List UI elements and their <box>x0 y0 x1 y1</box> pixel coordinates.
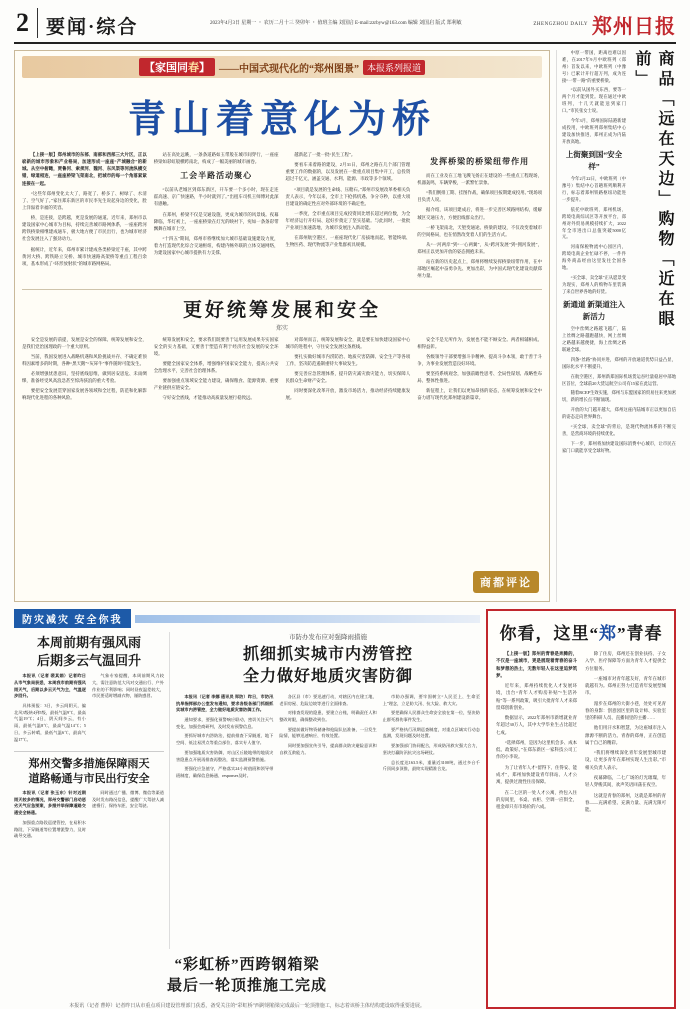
paragraph: 据介绍，该项目建成后，将进一步完善区域路网结构，缓解城区交通压力，方便沿线群众出行。 <box>417 207 542 220</box>
section-name: 要闻·综合 <box>46 17 139 38</box>
safety-ribbon <box>14 609 480 628</box>
flood-column <box>176 632 480 949</box>
commentary-column <box>22 336 147 405</box>
series-banner <box>22 56 542 78</box>
paragraph: 夜幕降临，二七广场的灯光璀璨，年轻人穿梭其间，欢声笑语回荡在夜空。 <box>585 774 666 788</box>
highlight-title: 你看，这里“郑”青春 <box>499 624 663 643</box>
paragraph: 要看车来着路的建设，2月31日，郑州之路在几个部门管理重要工作的数据的，以及发展在一批重点项目集中开工，总投资超过千亿元，涵盖交通、水利、能源、市政等多个领域。 <box>285 162 411 182</box>
paragraph: 要加强重点领域安全能力建设，确保粮食、能源资源、重要产业链供应链安全。 <box>153 378 279 391</box>
paragraph: 下一步，郑州将加快建设国际消费中心城市，让市民在家门口就能享受全球好物。 <box>562 440 676 453</box>
paragraph: 今年2月22日，中欧班列（中豫号）集结中心首趟班列顺利开行，标志着郑州铁路枢纽功能进一步提升。 <box>562 176 626 202</box>
paragraph: 为了让青年人才“留得下、住得安、能成才”，郑州加快建设青年驿站、人才公寓，提供过渡性住房保障。 <box>496 764 577 785</box>
page-number: 2 <box>14 8 38 38</box>
paragraph: “买全球、卖全球”的背后，是现代物流体系的不断完善，是营商环境的持续优化。 <box>562 423 676 436</box>
paragraph: 一桥飞架南北，天堑变通途。桥梁的建设，不仅改变着城市的空间格局，也在悄然改变着人们的生活方式。 <box>417 224 542 237</box>
paragraph: 本报讯（记者 张玉东）针对近期雨天较多的情况，郑州交警部门启动恶劣天气应急预案，多措并举保障道路交通安全畅通。 <box>14 789 86 816</box>
feature-article-box <box>14 50 550 602</box>
traffic-text <box>92 790 164 843</box>
commentary-byline: 郑实 <box>275 325 288 332</box>
paragraph: 数据显示，2022年郑州市新增就业青年超过30万人，其中大学毕业生占比超过七成。 <box>496 715 577 735</box>
ribbon-tag: 防灾减灾 安全你我 <box>14 609 131 628</box>
feature-subhead: 工会半路活动聚心 <box>180 171 253 181</box>
commentary-stamp: 商都评论 <box>473 571 539 593</box>
paragraph: 当前，我国发展进入战略机遇和风险挑战并存、不确定难预料因素增多的时期，各种“黑天鹅”“灰犀牛”事件随时可能发生。 <box>22 353 147 366</box>
paragraph: 守好安全底线，才能推动高质量发展行稳致远。 <box>162 395 255 401</box>
commentary-column <box>286 336 411 405</box>
masthead <box>14 8 676 44</box>
paragraph: 一季度，全市重点项目完成投资同比增长超过两位数，为全年经济运行开好局、起好步奠定了坚实基础。与此同时，一批批产业项目加速落地，为城市发展注入新动能。 <box>285 210 411 231</box>
paragraph: 在二七区的一处人才公寓，拎包入住的房间里，书桌、衣柜、空调一应俱全，租金却只有市场价的六成。 <box>496 789 577 810</box>
flood-text <box>383 694 480 783</box>
paragraph: 他们用汗水和智慧，为这座城市注入源源不断的活力。青春的郑州，正在创造属于自己的精彩。 <box>585 725 666 745</box>
weather-text <box>92 673 164 746</box>
paragraph: 新征程上，让我们以更加昂扬的姿态，在统筹发展和安全中奋力谱写现代化郑州建设新篇章。 <box>417 388 542 401</box>
weather-text <box>14 673 86 746</box>
paragraph: 要加强部门协同配合，形成防汛救灾强大合力，坚决打赢防汛抗灾这场硬仗。 <box>382 743 480 755</box>
paragraph: 要把确保人民群众生命安全放在第一位，坚决防止群死群伤事件发生。 <box>382 710 480 722</box>
paragraph: 通知要求，要强化预警响应联动，密切关注天气变化，加强会商研判，及时发布预警信息。 <box>176 716 274 729</box>
series-tag: 【家国同春】 <box>139 58 215 76</box>
series-subtitle: ——中国式现代化的“郑州图景” <box>218 63 359 75</box>
highlight-article-box <box>486 609 676 1009</box>
paragraph: 【上接一版】郑州城市的东部、南部和西部三大片区，正以崭新的城市形象和产业格局，加速形成一座座“产城融合”的新城。从空中俯瞰，贾鲁河、索须河、魏河、东风渠等河流纵横交错，绿道相连，一座座桥梁飞架南北，把城市的每一个角落紧紧连接在一起。 <box>22 152 147 186</box>
paragraph: “我们将继续深化青年发展型城市建设，让更多青年在郑州实现人生出彩。”市相关负责人表示。 <box>585 750 666 770</box>
highlight-body <box>496 650 666 815</box>
paragraph: “以前从国外买东西，要等一两个月才能到货。现在通过中欧班列，十几天就能送到家门口。”市民张女士说。 <box>562 87 626 113</box>
paragraph: 要强化应急值守，严格落实24小时值班和领导带班制度，确保信息畅通、responses及时。 <box>176 766 274 778</box>
paragraph: “项目就是发展的生命线、压舱石。”郑州市发展改革委相关负责人表示，今年以来，全市上下抢抓机遇、争分夺秒，以重大项目建设的确定性应对外部环境的不确定性。 <box>285 186 411 206</box>
traffic-headline: 郑州交警多措施保障雨天 道路畅通与市民出行安全 <box>28 758 150 786</box>
paragraph: 总长度达163.5米，重量近3100吨，通过多台千斤顶同步顶推，最终实现精准合龙。 <box>382 759 480 772</box>
ribbon-line <box>135 615 481 623</box>
paragraph: 今年3月，郑州国际陆港新建成投用，中欧班列郑州集结中心建设加快推进，郑州正成为内陆开放高地。 <box>562 117 626 144</box>
paragraph: 同时通过广播、微博、微信等渠道及时发布路况信息，提醒广大驾驶人减速慢行、保持车距、安全驾驶。 <box>92 789 164 809</box>
paragraph: “这些年郑州变化太大了，路宽了、桥多了、树绿了、水清了、空气好了。”家住郑东新区的市民李先生说起身边的变化，脸上洋溢着幸福的笑容。 <box>22 190 147 210</box>
flood-body <box>176 694 480 783</box>
paragraph: 在郑州航空港区，一座座现代化厂房拔地而起，智能终端、生物医药、现代物流等产业集群初具规模。 <box>285 235 411 248</box>
paragraph: 四条“丝路”协同并进，郑州的开放通道优势日益凸显，国际化水平不断提升。 <box>562 356 676 369</box>
paragraph: 市防办强调，要牢固树立“人民至上、生命至上”理念，立足防大汛、抗大险、救大灾。 <box>382 693 480 706</box>
paragraph: 漫步在郑州的大街小巷，处处可见青春的身影：创意园区里的设计师、实验室里的科研人员、直播间里的主播…… <box>585 700 666 721</box>
feature-subhead: 发挥桥梁的桥梁纽带作用 <box>430 157 530 166</box>
masthead-info: 2023年4月3日 星期一 ・ 农历二月十三 癸卯年 ・ 值班主编 刘国启 E-mail:zzrbyw@163.com 编辑 刘国启 版式 郑利敏 <box>210 21 462 26</box>
paragraph: 要提前做好物资储备和抢险队伍准备，一旦发生险情，能够迅速响应、有效处置。 <box>279 726 377 739</box>
paragraph: 站在新的历史起点上，郑州将继续发挥桥梁纽带作用，在中部地区崛起中奋勇争先、更加出彩，为中国式现代化建设贡献郑州力量。 <box>417 259 542 279</box>
paragraph: 除了住房，郑州还在创业扶持、子女入学、医疗保障等方面为青年人才提供全方位服务。 <box>585 651 666 671</box>
commentary-column <box>417 336 542 405</box>
feature-column <box>286 151 411 283</box>
feature-columns <box>22 151 542 283</box>
lower-section <box>14 609 676 1009</box>
brand-latin: ZHENGZHOU DAILY <box>533 22 588 27</box>
paragraph: 对郑州而言，统筹发展和安全，就是要在加快建设国家中心城市的进程中，守住安全发展这条底线。 <box>285 336 411 349</box>
paragraph: 同时要加强宣传引导，提高群众防灾避险意识和自救互救能力。 <box>279 743 377 755</box>
divider <box>14 751 164 752</box>
paragraph: 同时要深化改革开放，激发市场活力，推动经济持续健康发展。 <box>285 388 411 401</box>
bridge-lead: 本报讯（记者 曹婷）记者昨日从市重点项目建设管理部门获悉，备受关注的“彩虹桥”西跨钢箱梁完成最后一轮顶推施工，标志着该桥主体结构建设取得重要进展。 <box>69 1004 425 1009</box>
paragraph: 各区县（市）要迅速行动，对辖区内在建工地、老旧房屋、危险边坡等进行全面排查。 <box>279 693 377 706</box>
paragraph: 本报讯（记者 李娜 通讯员 郑防）昨日，市防汛抗旱指挥部办公室发布通知，要求各级各部门抓细抓实城市内涝管控，全力做好地质灾害防御工作。 <box>176 693 274 713</box>
flood-kicker: 市防办发布应对强降雨措施 <box>289 634 367 641</box>
paragraph: 空中丝绸之路越飞越广，陆上丝绸之路越跑越快，网上丝绸之路越来越便捷，海上丝绸之路联通全球。 <box>562 326 626 352</box>
paragraph: 要坚持系统观念，加强前瞻性思考、全局性谋划、战略性布局、整体性推进。 <box>417 371 542 384</box>
paragraph: 开放的大门越开越大，郑州这座内陆城市正以更加自信的姿态走向世界舞台。 <box>562 407 676 419</box>
feature-column <box>22 151 147 283</box>
weather-column <box>14 632 170 949</box>
weather-headline: 本周前期有强风雨 后期多云气温回升 <box>36 635 141 668</box>
flood-headline: 抓细抓实城市内涝管控 全力做好地质灾害防御 <box>242 646 413 686</box>
paragraph: “买全球、卖全球”正从愿景变为现实，郑州人的购物车里装满了来自世界各地的好货。 <box>562 274 626 294</box>
paragraph: 河南保税物流中心园区内，跨境电商企业忙碌不停，一件件海外商品经由这里发往全国各地。 <box>562 244 626 270</box>
traffic-text <box>14 790 86 843</box>
paragraph: “选择郑州，是因为这里机会多、成本低、政策好。”在郑东新区一家科技公司工作的小李说。 <box>496 739 577 760</box>
paragraph: “以前从老城区到郑东新区，开车要一个多小时，现在走连霍高速、京广快速路，半小时就到了。”出租车司机王师傅对此深有感触。 <box>153 187 279 207</box>
sidebar-article <box>556 50 676 602</box>
commentary-columns <box>22 336 542 405</box>
paragraph: 要严格执行汛期巡查制度，对重点区域实行动态监测，发现问题及时处置。 <box>382 726 480 739</box>
sidebar-vertical-title: 商品「远在天边」购物「近在眼前」 <box>633 50 673 330</box>
paragraph: 越新起了一批一批“民生工程”。 <box>294 152 356 157</box>
paragraph: 必须增强忧患意识，坚持底线思维，做到居安思危、未雨绸缪，准备经受风高浪急甚至惊涛骇浪的重大考验。 <box>22 371 147 384</box>
paragraph: 桥，是连接，是跨越，更是发展的通道。近年来，郑州市以建设国家中心城市为目标，持续完善城市路网体系，一座座跨河跨铁桥梁相继建成通车，极大地方便了市民出行，也为城市经济社会发展注入了强劲动力。 <box>22 215 147 242</box>
flood-text <box>279 694 376 783</box>
paragraph: 统筹发展和安全，要求我们既要善于运用发展成果夯实国家安全的实力基础，又要善于塑造有利于经济社会发展的安全环境。 <box>153 336 279 356</box>
lower-left <box>14 609 480 1009</box>
traffic-body <box>14 790 164 843</box>
paragraph: “我们倒排工期、挂图作战，确保项目按期建成投用。”现场项目负责人说。 <box>417 190 542 203</box>
paragraph: 近年来，郑州持续优化人才发展环境，出台“青年人才购房补贴”“生活补贴”等一系列政策，吸引大批青年人才来郑留郑创新创业。 <box>496 683 577 710</box>
paragraph: 加强重点路段巡逻管控，在易积水路段、下穿隧道等位置增派警力，及时疏导交通。 <box>14 819 86 839</box>
paragraph: 安全是发展的前提，发展是安全的保障。统筹发展和安全，是我们党治国理政的一个重大原则。 <box>22 336 147 349</box>
paragraph: 随着RCEP生效实施，郑州与东盟国家的贸易往来更加密切，新的增长点不断涌现。 <box>562 390 676 403</box>
paragraph: 要扎实做好城市内涝防治、地质灾害防御、安全生产等各项工作，坚决防范遏制重特大事故发生。 <box>285 353 411 366</box>
paragraph: 各级领导干部要增强斗争精神、提高斗争本领，敢于善于斗争，为事业发展营造良好环境。 <box>417 353 542 366</box>
flood-text <box>176 694 273 783</box>
feature-column <box>417 151 542 283</box>
paragraph: 中原一带国，距离也难以因难，在2017年9月中欧班列（郑州）首发以来，中欧班列（中豫号）已累计开行超万列，成为连接“一带一路”的重要桥梁。 <box>562 50 626 83</box>
paragraph: 对排查发现的隐患，要建立台账，明确责任人和整改时限，确保整改到位。 <box>279 710 377 722</box>
bridge-headline: “彩虹桥”西跨钢箱梁 最后一轮顶推施工完成 <box>166 956 327 995</box>
paragraph: 一座城市对青年越友好，青年在城市就越有为。郑州正努力打造青年发展型城市。 <box>585 675 666 696</box>
paragraph: 气象专家提醒，本周前期风力较大，需注意防范大风对交通出行、户外作业的不利影响；同时昼夜温差较大，市民要适时增减衣物，谨防感冒。 <box>92 673 164 699</box>
lower-grid <box>14 632 480 949</box>
sidebar-subhead: 上街聚到国“安全样” <box>565 150 623 172</box>
paragraph: 要加强地质灾害防御，对山区丘陵地带的地质灾害隐患点开展再排查再整治，落实监测预警措施。 <box>176 749 274 762</box>
paragraph: 在郑州，桥梁不仅是交通设施，更成为城市的风景线。夜幕降临，华灯初上，一座座桥梁在灯光的映衬下，宛如一条条彩带飘舞在城市上空。 <box>153 211 279 231</box>
paragraph: “十四五”期间，郑州市将继续加大城市基础设施建设力度，着力打造现代化综合交通枢纽，构建内畅外联的立体交通网络，为建设国家中心城市提供有力支撑。 <box>153 235 279 256</box>
paragraph: 【上接一版】郑州的青春是奔腾的，不仅是一座城市，更是展现着青春的奋斗和梦想的热土，无数年轻人在这里追梦筑梦。 <box>496 651 577 678</box>
divider <box>22 289 542 290</box>
series-badge: 本报系列报道 <box>363 60 425 75</box>
feature-headline: 青山着意化为桥 <box>127 99 436 141</box>
paragraph: 站在高处远眺，一条条道路如玉带般在城市间穿行，一座座桥梁如彩虹般横跨南北，构成了一幅美丽的城市画卷。 <box>153 152 279 165</box>
paragraph: 安全不是无所作为，发展也不能不顾安全。两者相辅相成、相得益彰。 <box>417 336 542 349</box>
paragraph: 要把安全发展贯穿国家发展各领域和全过程，防范和化解影响现代化进程的各种风险。 <box>22 388 147 401</box>
paragraph: 从“一河两岸”到“一心两翼”，从“跨河发展”到“拥河发展”，郑州正以更加开放的姿态拥抱未来。 <box>417 241 542 255</box>
paragraph: 要健全国家安全体系，增强维护国家安全能力，提高公共安全治理水平，完善社会治理体系。 <box>153 360 279 374</box>
sidebar-subhead: 新通道 新渠道注入新活力 <box>563 300 625 322</box>
paragraph: 要抓好城市内涝防治，提前排查下穿隧道、地下空间、低洼易涝点等重点部位，落实专人值守。 <box>176 733 274 746</box>
top-section <box>14 50 676 602</box>
paragraph: 要完善应急管理体系，提升防灾减灾救灾能力，切实保障人民群众生命财产安全。 <box>285 371 411 384</box>
paragraph: 依托中欧班列、郑州机场、跨境电商综试区等开放平台，郑州对外贸易规模持续扩大，2022年全市进出口总值突破5000亿元。 <box>562 206 626 240</box>
feature-column <box>154 151 279 283</box>
masthead-brand <box>533 8 676 39</box>
commentary-title: 更好统筹发展和安全 <box>182 299 381 321</box>
paragraph: 具体预报：3日，多云间阴天，偏北风3级转4到5级，最低气温9℃，最高气温19℃；4日，阴天间多云，有小雨，最低气温8℃，最高气温14℃；5日，多云转晴，最低气温6℃，最高气温17℃。 <box>14 702 86 742</box>
paragraph: 而在工业及在工地飞溅飞扬正在建设的一些重点工程现场，机器轰鸣，车辆穿梭，一派繁忙景象。 <box>417 172 542 186</box>
paragraph: 在航空港区，郑州新郑国际机场货运吞吐量稳居中部地区首位，全球前20大货运航空公司有15家在此运营。 <box>562 373 676 386</box>
paragraph: 这就是青春的郑州，这就是郑州的青春——充满希望、充满力量、充满无限可能。 <box>585 792 666 813</box>
paragraph: 据统计，近年来，郑州市累计建成各类桥梁近千座，其中跨黄河大桥、跨铁路立交桥、城市快速路高架桥等重点工程百余项，基本形成了“环形放射状”的城市路网格局。 <box>22 246 147 266</box>
commentary-column <box>154 336 279 405</box>
brand-chinese: 郑州日报 <box>592 16 676 38</box>
weather-body <box>14 673 164 746</box>
paragraph: 本报讯（记者 裴其娟）记者昨日从市气象局获悉，本周我市前期有强风雨天气，后期以多云天气为主，气温逐步回升。 <box>14 673 86 699</box>
